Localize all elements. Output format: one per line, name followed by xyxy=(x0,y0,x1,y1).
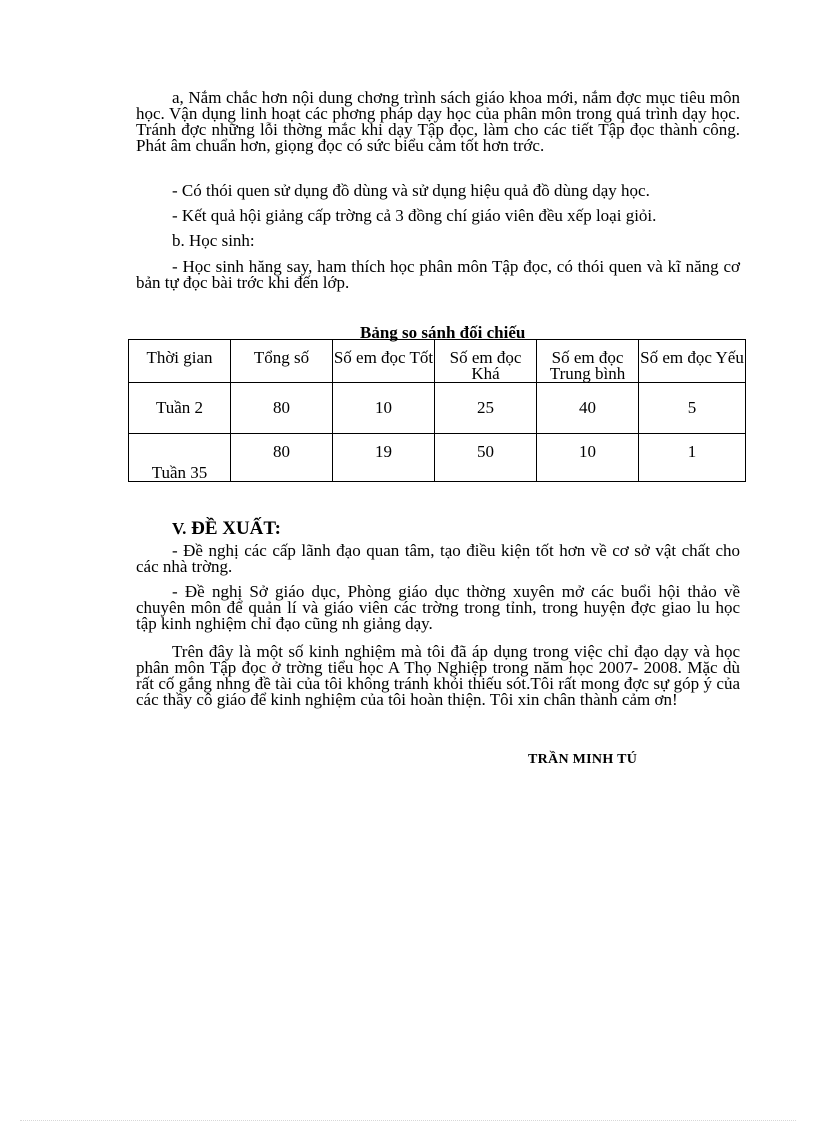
table-cell: 5 xyxy=(639,383,746,434)
table-cell: Tuần 35 xyxy=(129,434,231,482)
header-cell: Số em đọc Trung bình xyxy=(537,340,639,383)
paragraph-students: - Học sinh hăng say, ham thích học phân môn Tập đọc, có thói quen và kĩ năng cơ bản tự đọc bài trớc khi đến lớp. xyxy=(136,257,740,292)
header-cell: Số em đọc Tốt xyxy=(333,340,435,383)
proposal-1: - Đề nghị các cấp lãnh đạo quan tâm, tạo điều kiện tốt hơn về cơ sở vật chất cho các nhà trờng. xyxy=(136,541,740,576)
paragraph-a: a, Nắm chắc hơn nội dung chơng trình sách giáo khoa mới, nắm đợc mục tiêu môn học. Vận dụng linh hoạt các phơng pháp dạy học của phân môn trong quá trình dạy học. Tránh đợc những lỗi thờng mắc khi dạy Tập đọc, làm cho các tiết Tập đọc thành công. Phát âm chuẩn hơn, giọng đọc có sức biểu cảm tốt hơn trớc. xyxy=(136,88,740,155)
table-cell: 40 xyxy=(537,383,639,434)
table-cell: 80 xyxy=(231,383,333,434)
table-cell: 25 xyxy=(435,383,537,434)
paragraph-habit: - Có thói quen sử dụng đồ dùng và sử dụng hiệu quả đồ dùng dạy học. xyxy=(172,181,650,200)
closing-paragraph: Trên đây là một số kinh nghiệm mà tôi đã áp dụng trong việc chỉ đạo dạy và học phân môn Tập đọc ở trờng tiểu học A Thọ Nghiệp trong năm học 2007- 2008. Mặc dù rất cố gắng nhng đề tài của tôi không tránh khỏi thiếu sót.Tôi rất mong đợc sự góp ý của các thầy cô giáo để kinh nghiệm của tôi hoàn thiện. Tôi xin chân thành cảm ơn! xyxy=(136,642,740,709)
table-cell: Tuần 2 xyxy=(129,383,231,434)
proposal-2: - Đề nghị Sở giáo dục, Phòng giáo dục thờng xuyên mở các buổi hội thảo về chuyên môn để quản lí và giáo viên các trờng trong tỉnh, trong huyện đợc giao lu học tập kinh nghiệm chỉ đạo cũng nh giảng dạy. xyxy=(136,582,740,633)
header-cell: Số em đọc Yếu xyxy=(639,340,746,383)
author-signature: TRẦN MINH TÚ xyxy=(528,752,638,767)
table-header-row xyxy=(129,340,746,383)
table-cell: 10 xyxy=(537,434,639,482)
table-row xyxy=(129,434,746,482)
page-bottom-divider xyxy=(20,1120,796,1121)
header-cell: Số em đọc Khá xyxy=(435,340,537,383)
table-cell: 10 xyxy=(333,383,435,434)
section-heading xyxy=(172,518,281,540)
table-cell: 1 xyxy=(639,434,746,482)
table-cell: 50 xyxy=(435,434,537,482)
table-cell: 19 xyxy=(333,434,435,482)
table-row xyxy=(129,383,746,434)
paragraph-result: - Kết quả hội giảng cấp trờng cả 3 đồng chí giáo viên đều xếp loại giỏi. xyxy=(172,206,657,225)
header-cell: Thời gian xyxy=(129,340,231,383)
header-cell: Tổng số xyxy=(231,340,333,383)
section-title: ĐỀ XUẤT: xyxy=(191,518,281,539)
table-cell: 80 xyxy=(231,434,333,482)
section-number: V. xyxy=(172,519,187,538)
paragraph-b-heading: b. Học sinh: xyxy=(172,231,255,250)
table-title: Bảng so sánh đối chiếu xyxy=(360,323,526,342)
comparison-table xyxy=(128,339,746,482)
